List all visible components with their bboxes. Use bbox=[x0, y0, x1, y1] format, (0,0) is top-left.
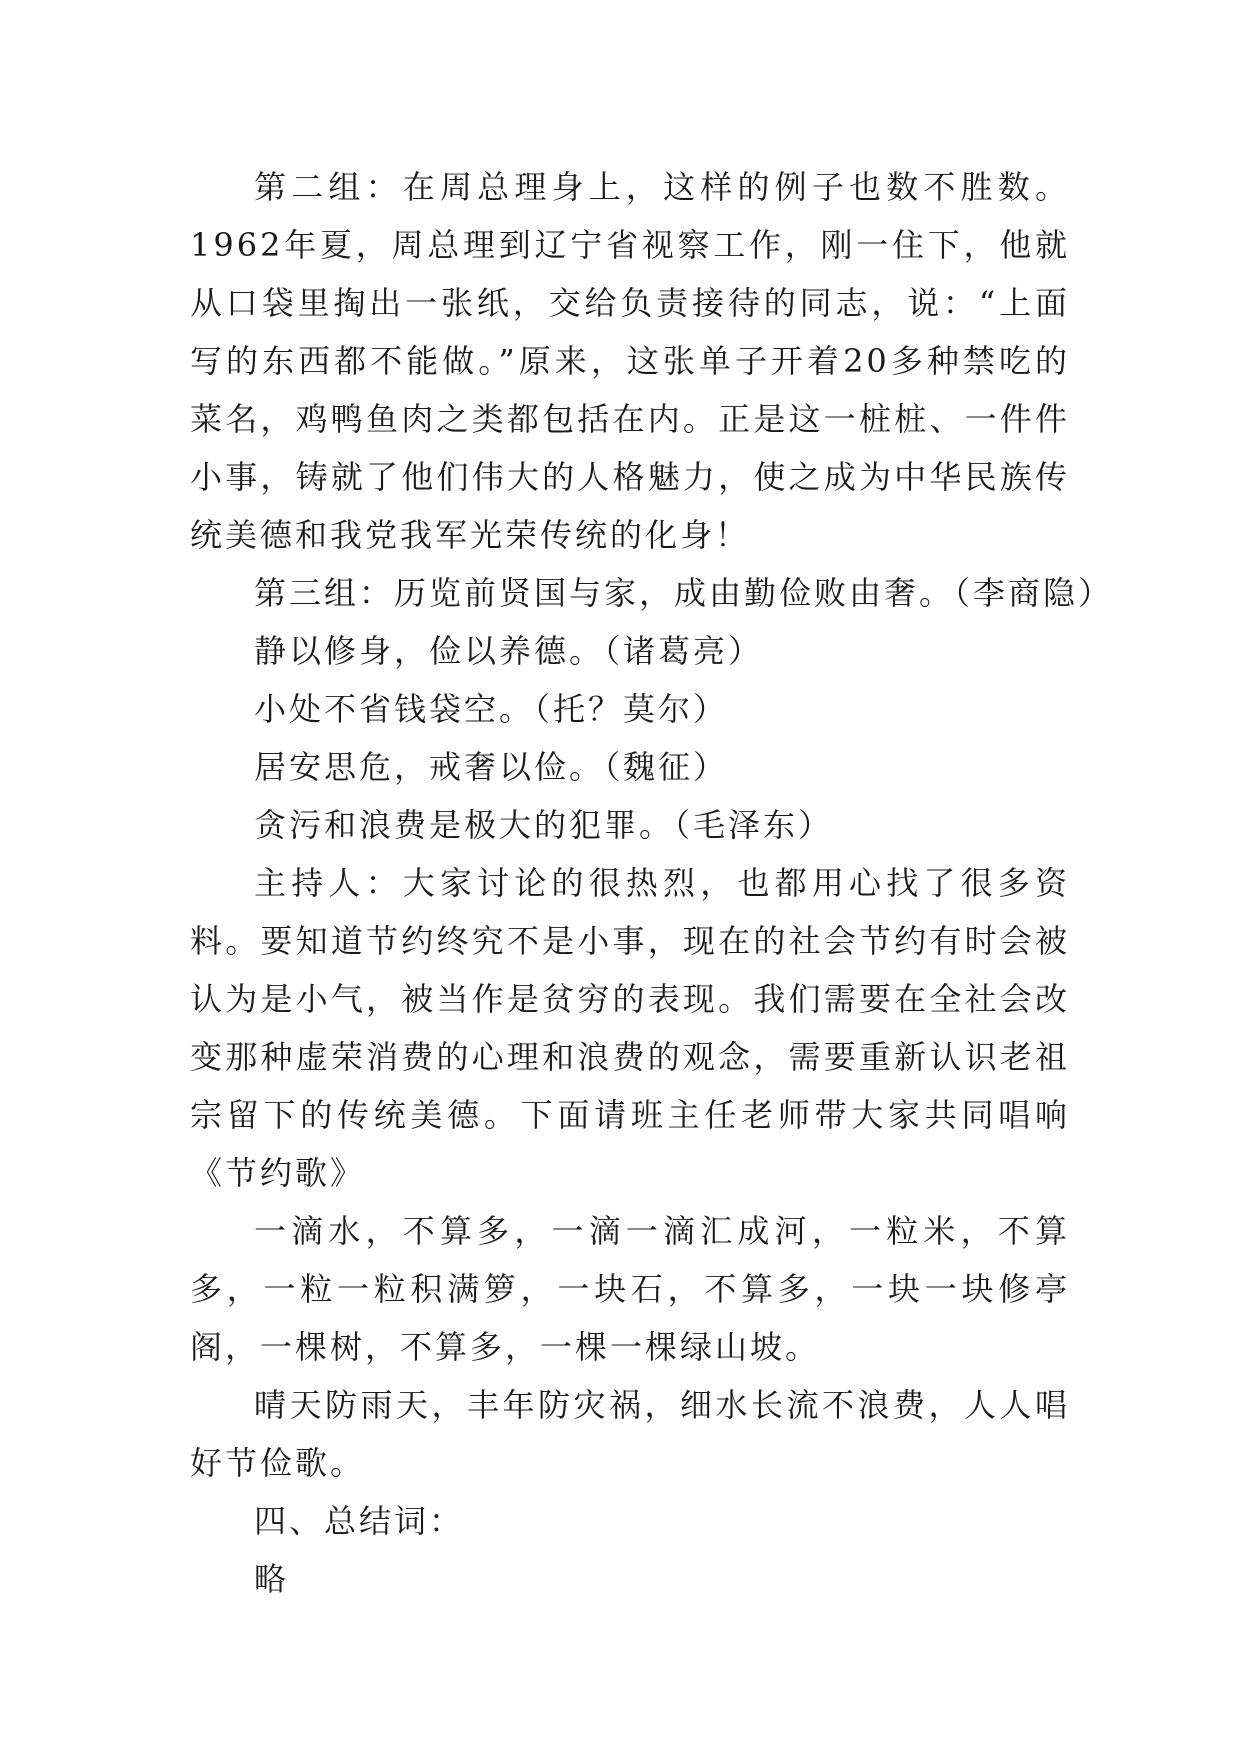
quote-wei-zheng: 居安思危，戒奢以俭。（魏征） bbox=[254, 748, 729, 786]
paragraph-group-two: 第二组：在周总理身上，这样的例子也数不胜数。1962年夏，周总理到辽宁省视察工作，刚一住下，他就从口袋里掏出一张纸，交给负责接待的同志，说：“上面写的东西都不能做。”原来，这张单子开着20多种禁吃的菜名，鸡鸭鱼肉之类都包括在内。正是这一桩桩、一件件小事，铸就了他们伟大的人格魅力，使之成为中华民族传统美德和我党我军光荣传统的化身！ bbox=[190, 168, 1070, 554]
quote-zhuge-liang: 静以修身，俭以养德。（诸葛亮） bbox=[254, 632, 764, 670]
quote-li-shangyin: 第三组：历览前贤国与家，成由勤俭败由奢。（李商隐） bbox=[254, 574, 1114, 612]
quote-mao-zedong: 贪污和浪费是极大的犯罪。（毛泽东） bbox=[254, 806, 834, 844]
paragraph-song-verse-two: 晴天防雨天，丰年防灾祸，细水长流不浪费，人人唱好节俭歌。 bbox=[190, 1386, 1070, 1482]
document-body bbox=[190, 158, 1114, 1608]
section-heading-summary: 四、总结词： bbox=[254, 1502, 465, 1540]
paragraph-omitted: 略 bbox=[254, 1560, 290, 1598]
paragraph-song-verse-one: 一滴水，不算多，一滴一滴汇成河，一粒米，不算多，一粒一粒积满箩，一块石，不算多，一块一块修亭阁，一棵树，不算多，一棵一棵绿山坡。 bbox=[190, 1212, 1070, 1366]
paragraph-host: 主持人：大家讨论的很热烈，也都用心找了很多资料。要知道节约终究不是小事，现在的社会节约有时会被认为是小气，被当作是贫穷的表现。我们需要在全社会改变那种虚荣消费的心理和浪费的观念，需要重新认识老祖宗留下的传统美德。下面请班主任老师带大家共同唱响《节约歌》 bbox=[190, 864, 1070, 1192]
quote-thomas-more: 小处不省钱袋空。（托？莫尔） bbox=[254, 690, 729, 728]
